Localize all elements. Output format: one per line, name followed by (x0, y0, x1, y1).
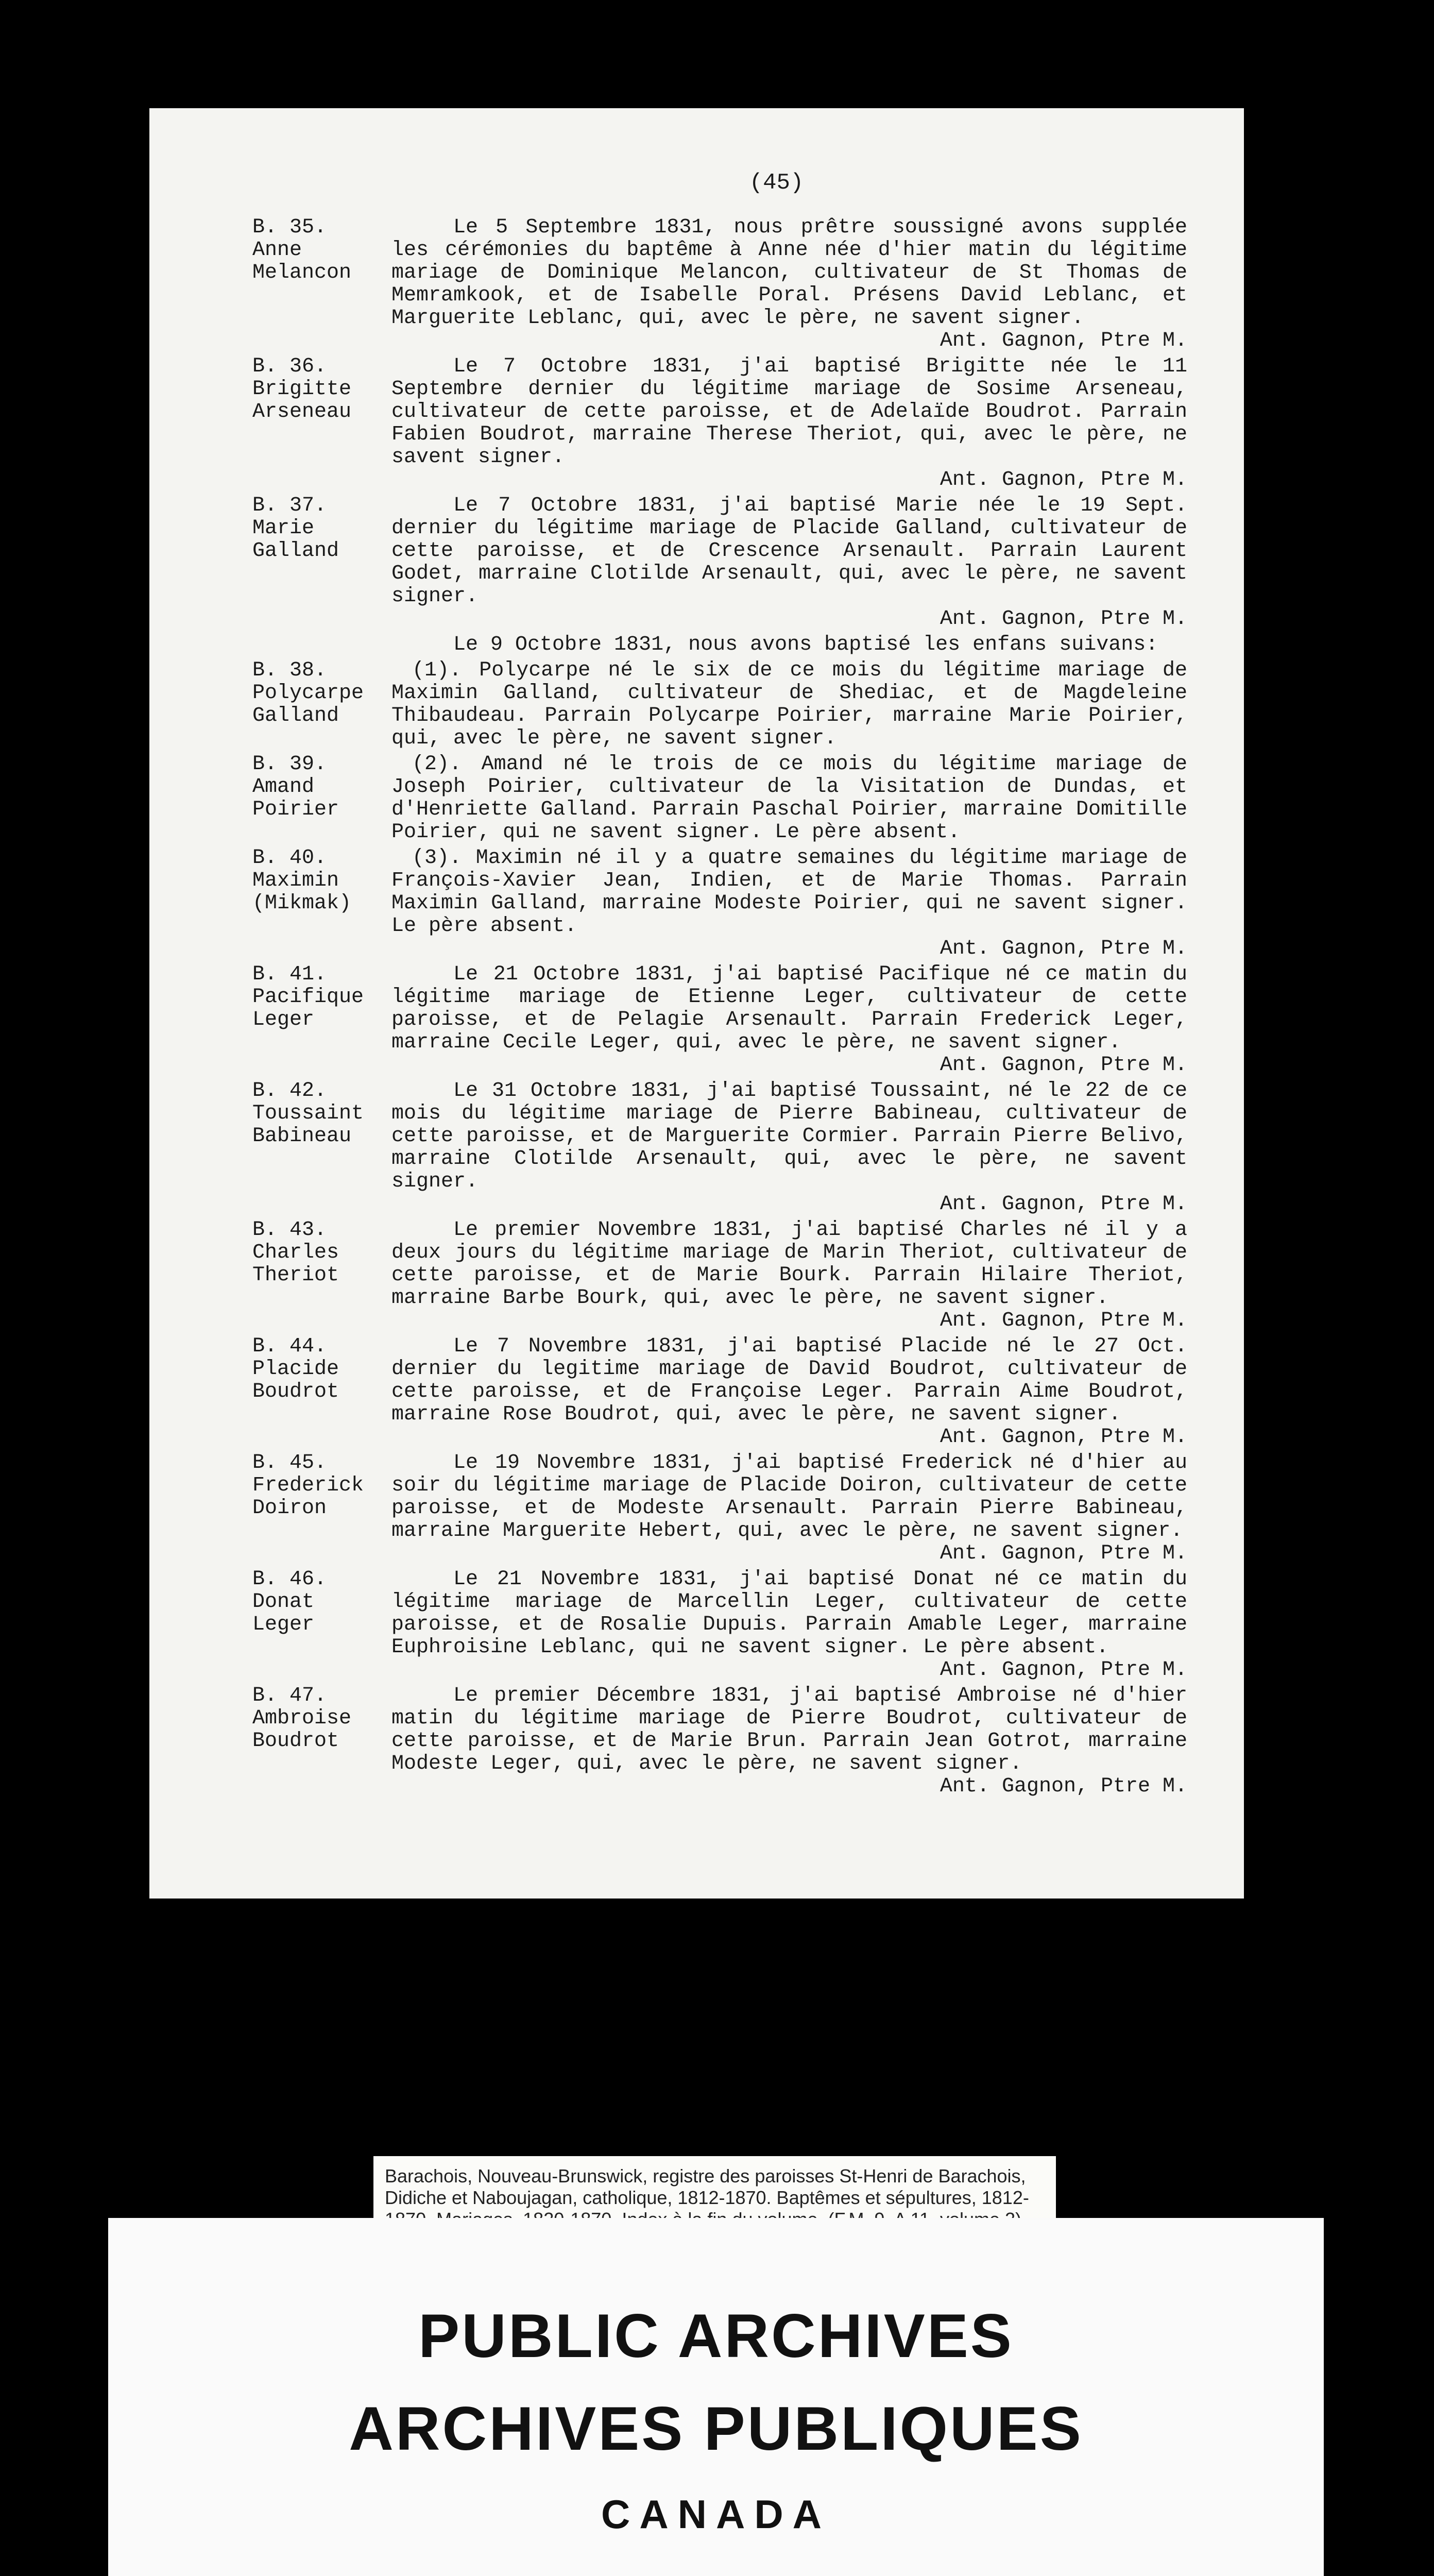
entry-signature: Ant. Gagnon, Ptre M. (940, 607, 1187, 631)
register-entry (252, 1685, 1187, 1798)
entry-text (391, 216, 1187, 352)
entry-text (391, 753, 1187, 844)
entry-text (391, 1080, 1187, 1216)
register-entry (252, 634, 1187, 656)
entry-signature: Ant. Gagnon, Ptre M. (940, 1054, 1187, 1077)
register-entry (252, 355, 1187, 492)
entry-text (391, 634, 1187, 656)
entry-text (391, 355, 1187, 492)
stamp-line-1: PUBLIC ARCHIVES (418, 2301, 1014, 2370)
entry-signature: Ant. Gagnon, Ptre M. (940, 329, 1187, 352)
register-entry (252, 216, 1187, 352)
register-entry (252, 963, 1187, 1077)
register-entry (252, 1080, 1187, 1216)
archives-stamp (108, 2218, 1324, 2576)
entry-margin-note: B. 45. Frederick Doiron (252, 1451, 364, 1520)
stamp-line-3: CANADA (601, 2492, 831, 2537)
entry-text (391, 963, 1187, 1077)
entry-paragraph: Le 21 Octobre 1831, j'ai baptisé Pacifique né ce matin du légitime mariage de Etienne Leger, cultivateur de cette paroisse, et de Pelagie Arsenault. Parrain Frederick Leger, marraine Cecile Leger, qui, avec le père, ne savent signer. (391, 963, 1187, 1054)
entry-margin-note: B. 35. Anne Melancon (252, 216, 352, 284)
entry-paragraph: Le 9 Octobre 1831, nous avons baptisé les enfans suivans: (453, 633, 1158, 656)
entry-signature: Ant. Gagnon, Ptre M. (940, 1193, 1187, 1216)
entry-paragraph: Le 7 Octobre 1831, j'ai baptisé Brigitte née le 11 Septembre dernier du légitime mariage de Sosime Arseneau, cultivateur de cette paroisse, et de Adelaïde Boudrot. Parrain Fabien Boudrot, marraine Therese Theriot, qui, avec le père, ne savent signer. (391, 355, 1187, 469)
entry-text (391, 1219, 1187, 1332)
entry-text (391, 1335, 1187, 1449)
entry-text (391, 1685, 1187, 1798)
entry-signature: Ant. Gagnon, Ptre M. (940, 468, 1187, 492)
entry-margin-note: B. 38. Polycarpe Galland (252, 659, 364, 727)
entry-margin-note: B. 47. Ambroise Boudrot (252, 1684, 352, 1753)
register-page (149, 108, 1244, 1899)
entry-margin-note: B. 40. Maximin (Mikmak) (252, 846, 352, 915)
register-entry (252, 847, 1187, 960)
entry-paragraph: Le premier Novembre 1831, j'ai baptisé Charles né il y a deux jours du légitime mariage de Marin Theriot, cultivateur de cette paroisse, et de Marie Bourk. Parrain Hilaire Theriot, marraine Barbe Bourk, qui, avec le père, ne savent signer. (391, 1218, 1187, 1310)
entry-text (391, 1568, 1187, 1682)
entry-paragraph: Le 7 Octobre 1831, j'ai baptisé Marie née le 19 Sept. dernier du légitime mariage de Placide Galland, cultivateur de cette paroisse, et de Crescence Arsenault. Parrain Laurent Godet, marraine Clotilde Arsenault, qui, avec le père, ne savent signer. (391, 494, 1187, 608)
entry-margin-note: B. 44. Placide Boudrot (252, 1335, 339, 1403)
entry-paragraph: Le 21 Novembre 1831, j'ai baptisé Donat né ce matin du légitime mariage de Marcellin Leger, cultivateur de cette paroisse, et de Rosalie Dupuis. Parrain Amable Leger, marraine Euphroisine Leblanc, qui ne savent signer. Le père absent. (391, 1568, 1187, 1659)
register-entry (252, 1219, 1187, 1332)
catalog-label: Barachois, Nouveau-Brunswick, registre des paroisses St-Henri de Barachois, Didiche et Naboujagan, catholique, 1812-1870. Baptêmes et sépultures, 1812- (373, 2156, 1056, 2280)
entries-list (252, 216, 1187, 1798)
entry-text (391, 495, 1187, 631)
register-entry (252, 753, 1187, 844)
entry-margin-note: B. 46. Donat Leger (252, 1568, 327, 1636)
entry-text (391, 847, 1187, 960)
entry-margin-note: B. 41. Pacifique Leger (252, 963, 364, 1031)
entry-paragraph: Le 19 Novembre 1831, j'ai baptisé Frederick né d'hier au soir du légitime mariage de Placide Doiron, cultivateur de cette paroisse, et de Modeste Arsenault. Parrain Pierre Babineau, marraine Marguerite Hebert, qui, avec le père, ne savent signer. (391, 1451, 1187, 1543)
stamp-line-2: ARCHIVES PUBLIQUES (349, 2394, 1083, 2463)
entry-margin-note: B. 37. Marie Galland (252, 494, 339, 563)
page-number: (45) (749, 170, 804, 196)
entry-sub-paragraph: (3). Maximin né il y a quatre semaines du légitime mariage de François-Xavier Jean, Indien, et de Marie Thomas. Parrain Maximin Galland, marraine Modeste Poirier, qui ne savent signer. Le père absent. (391, 846, 1187, 938)
entry-sub-paragraph: (1). Polycarpe né le six de ce mois du légitime mariage de Maximin Galland, cultivateur de Shediac, et de Magdeleine Thibaudeau. Parrain Polycarpe Poirier, marraine Marie Poirier, qui, avec le père, ne savent signer. (391, 659, 1187, 750)
entry-signature: Ant. Gagnon, Ptre M. (940, 937, 1187, 960)
register-entry (252, 1568, 1187, 1682)
register-entry (252, 495, 1187, 631)
entry-paragraph: Le 5 Septembre 1831, nous prêtre soussigné avons supplée les cérémonies du baptême à Anne née d'hier matin du légitime mariage de Dominique Melancon, cultivateur de St Thomas de Memramkook, et de Isabelle Poral. Présens David Leblanc, et Marguerite Leblanc, qui, avec le père, ne savent signer. (391, 216, 1187, 330)
register-entry (252, 1452, 1187, 1565)
register-entry (252, 1335, 1187, 1449)
entry-paragraph: Le premier Décembre 1831, j'ai baptisé Ambroise né d'hier matin du légitime mariage de Pierre Boudrot, cultivateur de cette paroisse, et de Marie Brun. Parrain Jean Gotrot, marraine Modeste Leger, qui, avec le père, ne savent signer. (391, 1684, 1187, 1775)
register-entry (252, 659, 1187, 750)
entry-margin-note: B. 39. Amand Poirier (252, 753, 339, 821)
entry-signature: Ant. Gagnon, Ptre M. (940, 1426, 1187, 1449)
entry-signature: Ant. Gagnon, Ptre M. (940, 1542, 1187, 1565)
entry-signature: Ant. Gagnon, Ptre M. (940, 1309, 1187, 1332)
entry-paragraph: Le 7 Novembre 1831, j'ai baptisé Placide né le 27 Oct. dernier du legitime mariage de David Boudrot, cultivateur de cette paroisse, et de Françoise Leger. Parrain Aime Boudrot, marraine Rose Boudrot, qui, avec le père, ne savent signer. (391, 1335, 1187, 1426)
entry-text (391, 1452, 1187, 1565)
entry-signature: Ant. Gagnon, Ptre M. (940, 1775, 1187, 1798)
entry-margin-note (252, 634, 391, 656)
entry-paragraph: Le 31 Octobre 1831, j'ai baptisé Toussaint, né le 22 de ce mois du légitime mariage de Pierre Babineau, cultivateur de cette paroisse, et de Marguerite Cormier. Parrain Pierre Belivo, marraine Clotilde Arsenault, qui, avec le père, ne savent signer. (391, 1079, 1187, 1193)
entry-signature: Ant. Gagnon, Ptre M. (940, 1658, 1187, 1682)
entry-margin-note: B. 42. Toussaint Babineau (252, 1079, 364, 1148)
entry-text (391, 659, 1187, 750)
entry-sub-paragraph: (2). Amand né le trois de ce mois du légitime mariage de Joseph Poirier, cultivateur de la Visitation de Dundas, et d'Henriette Galland. Parrain Paschal Poirier, marraine Domitille Poirier, qui ne savent signer. Le père absent. (391, 753, 1187, 844)
entry-margin-note: B. 36. Brigitte Arseneau (252, 355, 352, 423)
entry-margin-note: B. 43. Charles Theriot (252, 1218, 339, 1287)
